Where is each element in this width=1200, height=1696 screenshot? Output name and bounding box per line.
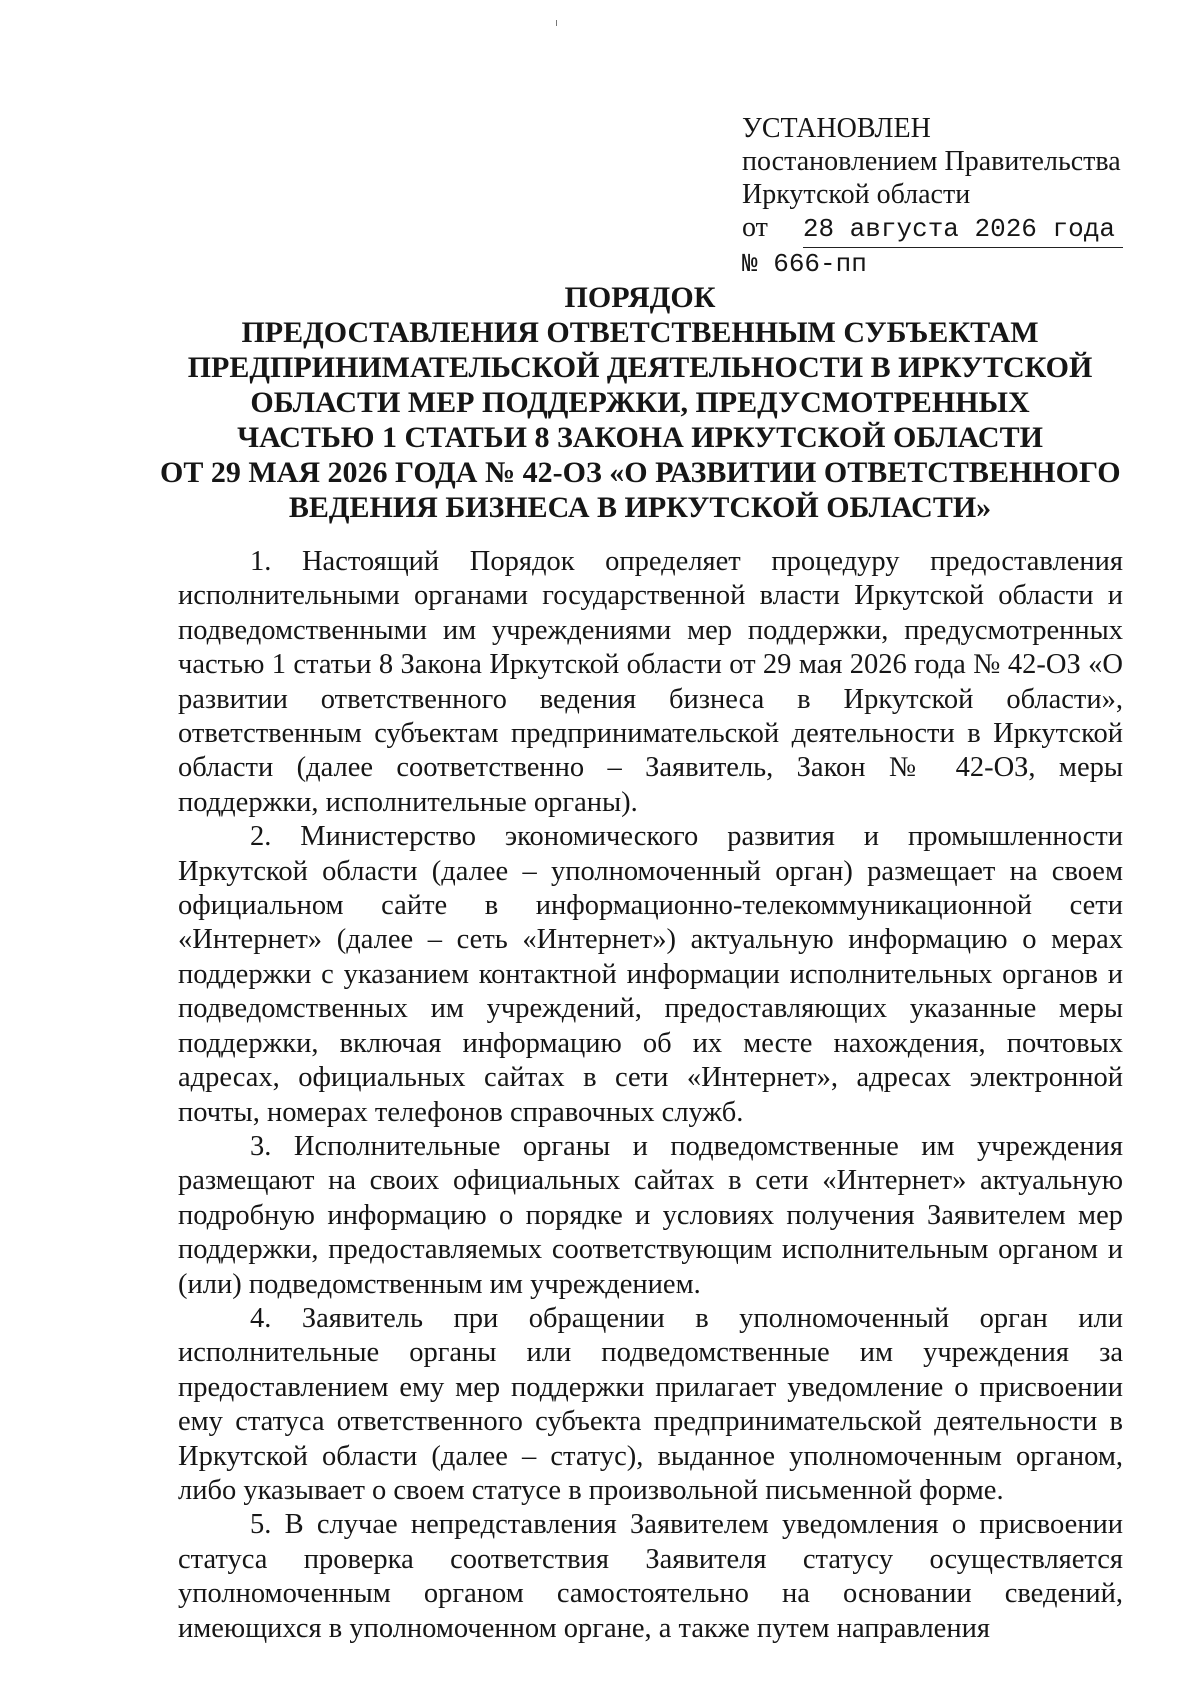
paragraph-1: 1. Настоящий Порядок определяет процедуру предоставления исполнительными органами государственной власти Иркутской области и подведомственными им учреждениями мер поддержки, предусмотренных частью 1 статьи 8 Закона Иркутской области от 29 мая 2026 года № 42-ОЗ «О развитии ответственного ведения бизнеса в Иркутской области», ответственным субъектам предпринимательской деятельности в Иркутской области (далее соответственно – Заявитель, Закон № 42-ОЗ, меры поддержки, исполнительные органы).: [178, 546, 1123, 818]
paragraph-2: 2. Министерство экономического развития и промышленности Иркутской области (далее – уполномоченный орган) размещает на своем официальном сайте в информационно-телекоммуникационной сети «Интернет» (далее – сеть «Интернет») актуальную информацию о мерах поддержки с указанием контактной информации исполнительных органов и подведомственных им учреждений, предоставляющих указанные меры поддержки, включая информацию об их месте нахождения, почтовых адресах, официальных сайтах в сети «Интернет», адресах электронной почты, номерах телефонов справочных служб.: [178, 821, 1123, 1128]
approval-date: 28 августа 2026 года: [802, 214, 1115, 244]
approval-line-1: постановлением Правительства: [742, 146, 1121, 177]
title-line: ЧАСТЬЮ 1 СТАТЬИ 8 ЗАКОНА ИРКУТСКОЙ ОБЛАСТИ: [237, 421, 1043, 454]
document-body: [178, 545, 1123, 1646]
title-line: ОТ 29 МАЯ 2026 ГОДА № 42-ОЗ «О РАЗВИТИИ ОТВЕТСТВЕННОГО: [160, 456, 1121, 489]
approval-date-prefix: от: [742, 212, 768, 243]
title-line: ПОРЯДОК: [564, 281, 716, 314]
approval-status: УСТАНОВЛЕН: [742, 113, 931, 144]
approval-date-field: [775, 211, 1115, 248]
approval-number-row: [742, 248, 1162, 281]
approval-stamp: [742, 112, 1162, 281]
approval-number: 666-пп: [773, 249, 867, 279]
approval-number-prefix: №: [742, 249, 758, 279]
paragraph-5: 5. В случае непредставления Заявителем уведомления о присвоении статуса проверка соответствия Заявителя статусу осуществляется уполномоченным органом самостоятельно на основании сведений, имеющихся в уполномоченном органе, а также путем направления: [178, 1509, 1123, 1644]
scan-mark: [556, 20, 557, 26]
title-line: ВЕДЕНИЯ БИЗНЕСА В ИРКУТСКОЙ ОБЛАСТИ»: [288, 491, 992, 524]
approval-line-2: Иркутской области: [742, 179, 971, 210]
document-title: [160, 280, 1120, 525]
approval-date-row: [742, 211, 1162, 248]
title-line: ОБЛАСТИ МЕР ПОДДЕРЖКИ, ПРЕДУСМОТРЕННЫХ: [250, 386, 1030, 419]
paragraph-3: 3. Исполнительные органы и подведомственные им учреждения размещают на своих официальных сайтах в сети «Интернет» актуальную подробную информацию о порядке и условиях получения Заявителем мер поддержки, предоставляемых соответствующим исполнительным органом и (или) подведомственным им учреждением.: [178, 1130, 1123, 1300]
title-line: ПРЕДПРИНИМАТЕЛЬСКОЙ ДЕЯТЕЛЬНОСТИ В ИРКУТСКОЙ: [187, 351, 1093, 384]
date-underline: [803, 247, 1123, 248]
paragraph-4: 4. Заявитель при обращении в уполномоченный орган или исполнительные органы или подведомственные им учреждения за предоставлением ему мер поддержки прилагает уведомление о присвоении ему статуса ответственного субъекта предпринимательской деятельности в Иркутской области (далее – статус), выданное уполномоченным органом, либо указывает о своем статусе в произвольной письменной форме.: [178, 1302, 1123, 1506]
title-line: ПРЕДОСТАВЛЕНИЯ ОТВЕТСТВЕННЫМ СУБЪЕКТАМ: [241, 316, 1039, 349]
